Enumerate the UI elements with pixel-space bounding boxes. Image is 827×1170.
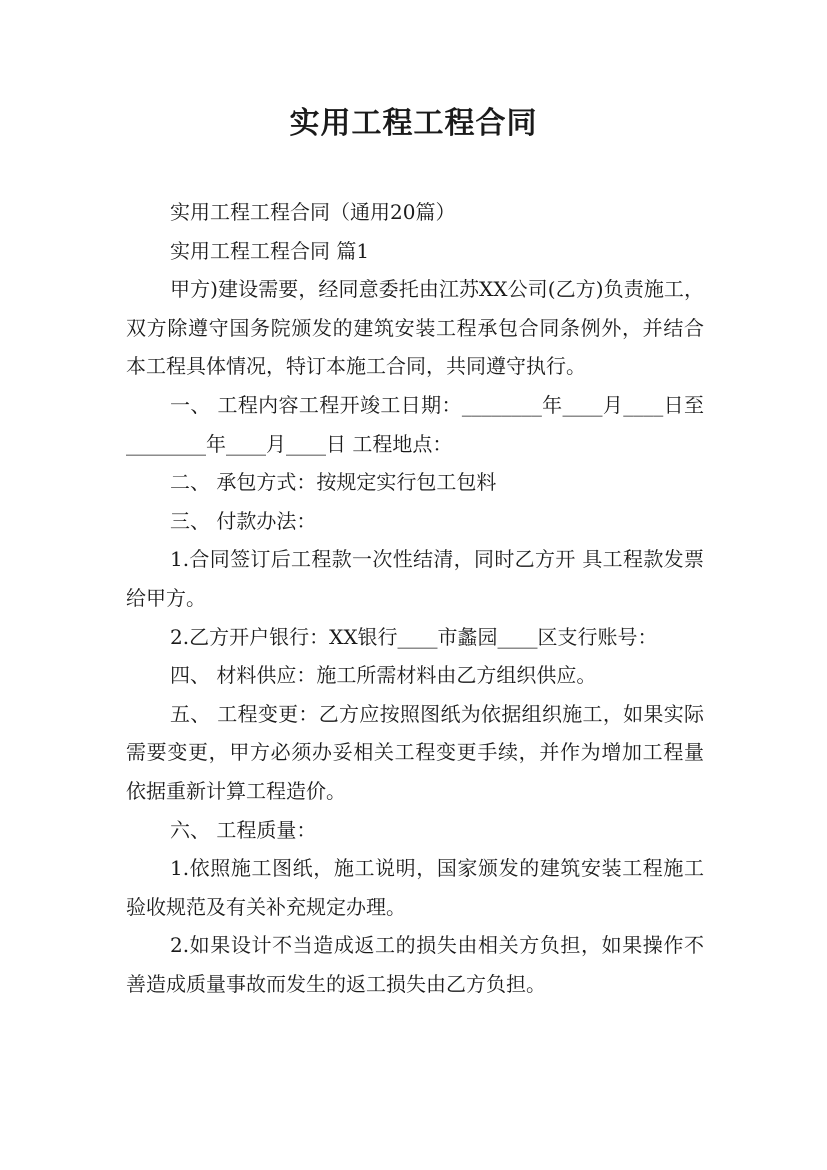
paragraph-quality-item-1: 1.依照施工图纸，施工说明，国家颁发的建筑安装工程施工验收规范及有关补充规定办理。 xyxy=(126,856,704,919)
paragraph-subtitle: 实用工程工程合同（通用20篇） xyxy=(170,200,456,224)
paragraph-section-heading: 实用工程工程合同 篇1 xyxy=(170,238,370,263)
paragraph-clause-3-payment: 三、 付款办法： xyxy=(170,508,317,533)
document-title: 实用工程工程合同 xyxy=(289,106,538,141)
paragraph-payment-item-1: 1.合同签订后工程款一次性结清，同时乙方开 具工程款发票给甲方。 xyxy=(126,547,704,610)
paragraph-payment-item-2: 2.乙方开户银行：XX银行____市蠡园____区支行账号： xyxy=(170,624,658,649)
paragraph-preamble: 甲方)建设需要，经同意委托由江苏XX公司(乙方)负责施工，双方除遵守国务院颁发的建筑安装工程承包合同条例外，并结合本工程具体情况，特订本施工合同，共同遵守执行。 xyxy=(126,277,704,379)
paragraph-clause-5-changes: 五、 工程变更：乙方应按照图纸为依据组织施工，如果实际需要变更，甲方必须办妥相关工程变更手续，并作为增加工程量依据重新计算工程造价。 xyxy=(126,701,704,803)
paragraph-quality-item-2: 2.如果设计不当造成返工的损失由相关方负担，如果操作不善造成质量事故而发生的返工损失由乙方负担。 xyxy=(126,933,704,996)
paragraph-clause-4-materials: 四、 材料供应：施工所需材料由乙方组织供应。 xyxy=(170,663,597,688)
paragraph-clause-2-contract-method: 二、 承包方式：按规定实行包工包料 xyxy=(170,470,497,495)
paragraph-clause-6-quality: 六、 工程质量： xyxy=(170,817,317,842)
document-body xyxy=(126,193,704,1003)
paragraph-clause-1-scope-dates: 一、 工程内容工程开竣工日期：________年____月____日至________年____月____日 工程地点： xyxy=(126,392,704,456)
